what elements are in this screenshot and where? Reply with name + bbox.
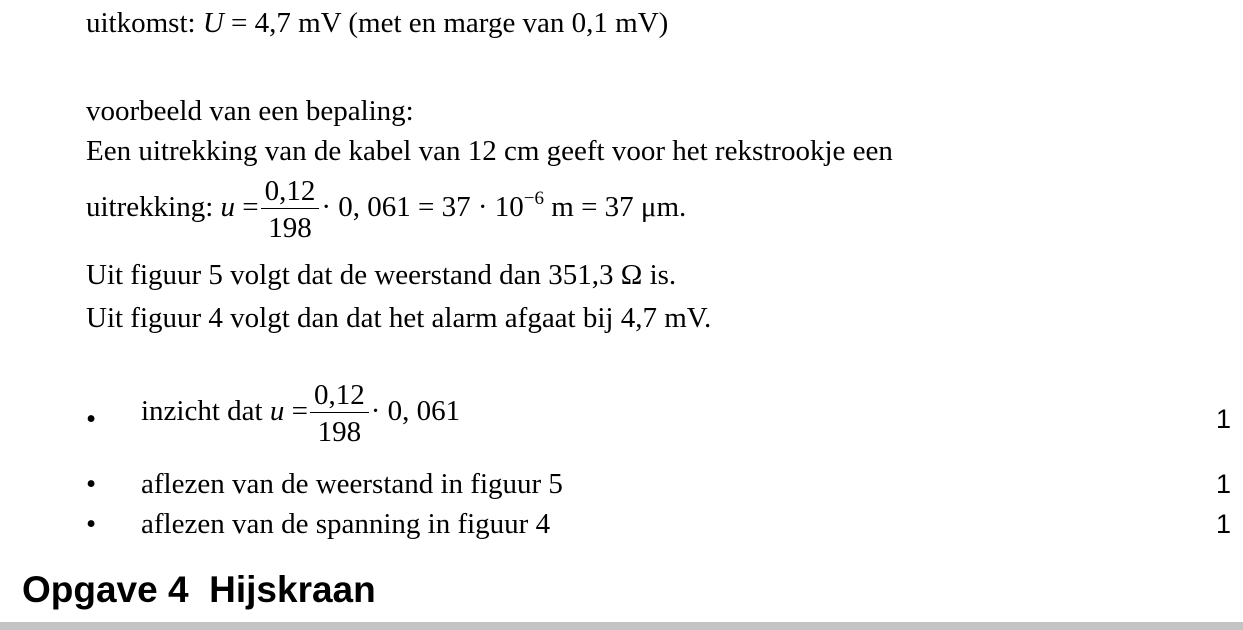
- bullet-1-symbol: •: [86, 403, 97, 435]
- bullet-1-denominator: 198: [317, 416, 362, 448]
- uitkomst-label: uitkomst:: [86, 7, 196, 39]
- bullet-1-fraction: [310, 380, 369, 447]
- fraction-numerator: 0,12: [261, 176, 320, 209]
- bottom-divider: [0, 622, 1243, 630]
- uitkomst-value: = 4,7 mV (met en marge van 0,1 mV): [223, 7, 669, 39]
- bullet-1-numerator: 0,12: [310, 380, 369, 413]
- formula-fraction: [261, 176, 320, 243]
- voorbeeld-line-3: Uit figuur 5 volgt dat de weerstand dan 351,3 Ω is.: [86, 259, 677, 291]
- voorbeeld-intro: voorbeeld van een bepaling:: [86, 95, 414, 127]
- formula-equals: =: [235, 191, 259, 224]
- bullet-2-score: 1: [1215, 469, 1231, 499]
- bullet-1-suffix: · 0, 061: [370, 395, 461, 428]
- bullet-1-score: 1: [1215, 404, 1231, 434]
- heading-number: Opgave 4: [22, 569, 189, 610]
- uitkomst-line: [86, 6, 668, 40]
- formula-end: m = 37 μm.: [544, 191, 687, 224]
- bullet-2-symbol: •: [86, 468, 97, 500]
- formula-exponent: −6: [523, 188, 545, 210]
- uitkomst-variable: U: [202, 7, 224, 39]
- voorbeeld-line-4: Uit figuur 4 volgt dan dat het alarm afgaat bij 4,7 mV.: [86, 302, 712, 334]
- bullet-1-variable: u: [269, 395, 285, 428]
- bullet-3-symbol: •: [86, 508, 97, 540]
- section-heading: [22, 568, 376, 612]
- voorbeeld-formula: [86, 176, 686, 243]
- bullet-1-equals: =: [284, 395, 308, 428]
- bullet-3-score: 1: [1215, 509, 1231, 539]
- bullet-1-text: [141, 380, 460, 447]
- bullet-2-text: aflezen van de weerstand in figuur 5: [141, 468, 563, 500]
- bullet-1-prefix: inzicht dat: [141, 395, 263, 428]
- heading-title: Hijskraan: [209, 569, 376, 610]
- voorbeeld-line-1: Een uitrekking van de kabel van 12 cm geeft voor het rekstrookje een: [86, 135, 893, 167]
- formula-middle: · 0, 061 = 37 · 10: [321, 191, 524, 224]
- fraction-denominator: 198: [268, 212, 312, 244]
- formula-label: uitrekking:: [86, 191, 214, 224]
- bullet-3-text: aflezen van de spanning in figuur 4: [141, 508, 551, 540]
- formula-variable: u: [220, 191, 236, 224]
